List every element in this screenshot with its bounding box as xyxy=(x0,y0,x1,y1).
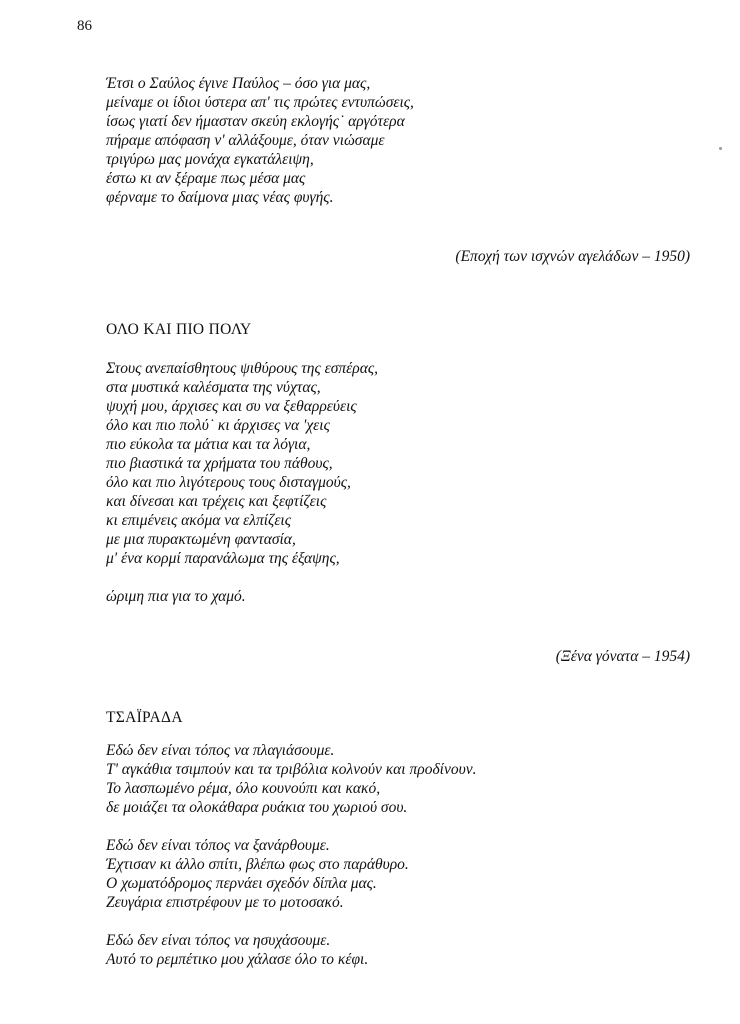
poem-line: φέρναμε το δαίμονα μιας νέας φυγής. xyxy=(106,189,334,206)
poem-line: δε μοιάζει τα ολοκάθαρα ρυάκια του χωριού σου. xyxy=(106,799,408,816)
poem-line: Ο χωματόδρομος περνάει σχεδόν δίπλα μας. xyxy=(106,875,377,892)
poem-line: Εδώ δεν είναι τόπος να ησυχάσουμε. xyxy=(106,932,331,949)
poem-line: Ζευγάρια επιστρέφουν με το μοτοσακό. xyxy=(106,894,344,911)
stanza-gap xyxy=(106,568,378,587)
poem-line: στα μυστικά καλέσματα της νύχτας, xyxy=(106,379,321,396)
poem-line: ώριμη πια για το χαμό. xyxy=(106,588,246,605)
poem-line: πήραμε απόφαση ν' αλλάξουμε, όταν νιώσαμε xyxy=(106,132,385,149)
poem-line: μείναμε οι ίδιοι ύστερα απ' τις πρώτες εντυπώσεις, xyxy=(106,94,414,111)
poem2-title: ΟΛΟ ΚΑΙ ΠΙΟ ΠΟΛΥ xyxy=(106,321,252,338)
poem-line: πιο βιαστικά τα χρήματα του πάθους, xyxy=(106,455,333,472)
poem1-source: (Εποχή των ισχνών αγελάδων – 1950) xyxy=(455,248,690,265)
poem-line: Το λασπωμένο ρέμα, όλο κουνούπι και κακό, xyxy=(106,780,381,797)
stanza-gap xyxy=(106,912,476,931)
poem-line: και δίνεσαι και τρέχεις και ξεφτίζεις xyxy=(106,493,327,510)
poem-line: όλο και πιο λιγότερους τους δισταγμούς, xyxy=(106,474,351,491)
scan-speck xyxy=(719,147,722,150)
poem-line: Εδώ δεν είναι τόπος να ξανάρθουμε. xyxy=(106,837,330,854)
poem-line: Έτσι ο Σαύλος έγινε Παύλος – όσο για μας, xyxy=(106,75,371,92)
poem-line: όλο και πιο πολύ˙ κι άρχισες να 'χεις xyxy=(106,417,330,434)
poem-line: έστω κι αν ξέραμε πως μέσα μας xyxy=(106,170,306,187)
poem-line: κι επιμένεις ακόμα να ελπίζεις xyxy=(106,512,292,529)
poem-line: με μια πυρακτωμένη φαντασία, xyxy=(106,531,296,548)
poem-line: πιο εύκολα τα μάτια και τα λόγια, xyxy=(106,436,311,453)
stanza-gap xyxy=(106,817,476,836)
poem-line: Αυτό το ρεμπέτικο μου χάλασε όλο το κέφι. xyxy=(106,951,369,968)
poem-line: Στους ανεπαίσθητους ψιθύρους της εσπέρας, xyxy=(106,360,379,377)
poem-line: ψυχή μου, άρχισες και συ να ξεθαρρεύεις xyxy=(106,398,357,415)
poem-line: Τ' αγκάθια τσιμπούν και τα τριβόλια κολνούν και προδίνουν. xyxy=(106,761,477,778)
poem1-stanza xyxy=(106,74,414,207)
page-number: 86 xyxy=(77,18,92,34)
poem2-stanza-1 xyxy=(106,359,378,606)
poem-line: Εδώ δεν είναι τόπος να πλαγιάσουμε. xyxy=(106,742,335,759)
poem-line: τριγύρω μας μονάχα εγκατάλειψη, xyxy=(106,151,314,168)
poem3-stanzas xyxy=(106,741,476,969)
poem-line: μ' ένα κορμί παρανάλωμα της έξαψης, xyxy=(106,550,340,567)
poem3-title: ΤΣΑΪΡΑΔΑ xyxy=(106,709,183,726)
poem2-source: (Ξένα γόνατα – 1954) xyxy=(555,648,690,665)
poem-line: Έχτισαν κι άλλο σπίτι, βλέπω φως στο παράθυρο. xyxy=(106,856,409,873)
poem-line: ίσως γιατί δεν ήμασταν σκεύη εκλογής˙ αργότερα xyxy=(106,113,405,130)
